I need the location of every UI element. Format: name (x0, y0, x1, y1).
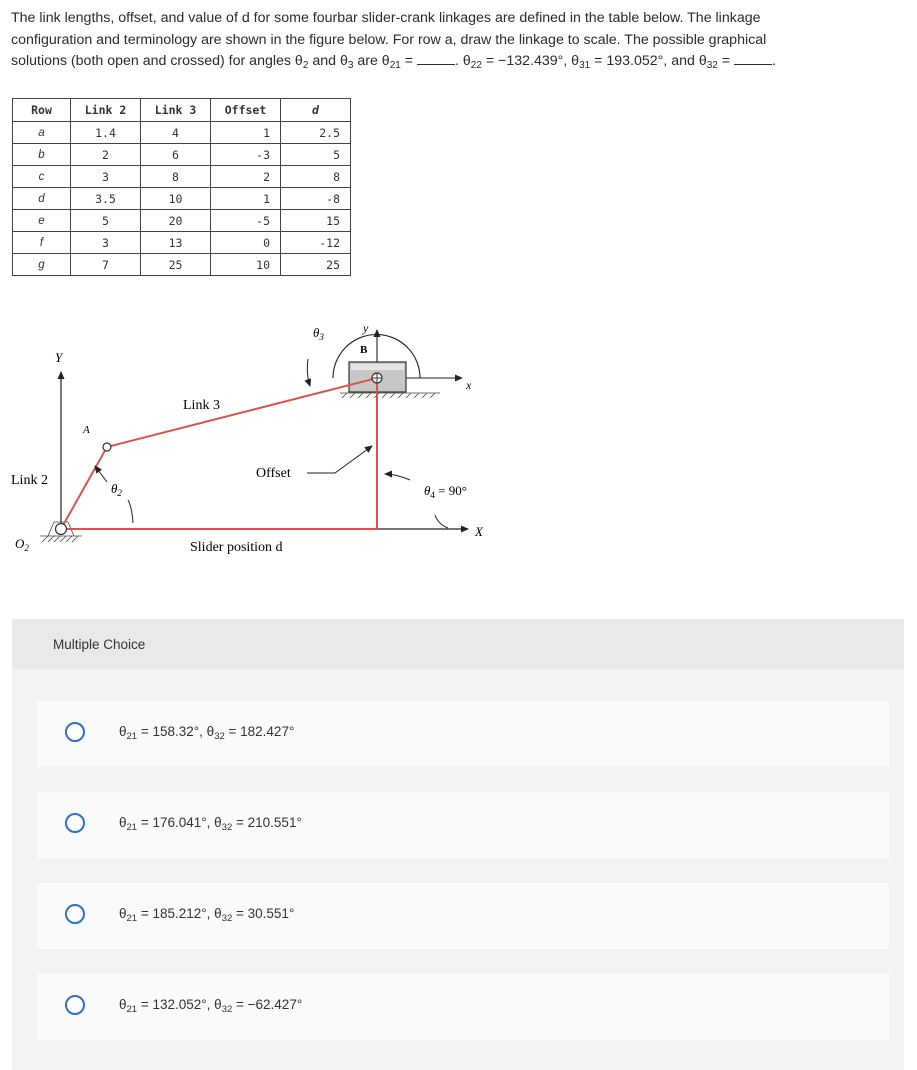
choice-option-4[interactable] (37, 974, 889, 1040)
multiple-choice-header (12, 619, 904, 669)
radio-button[interactable] (65, 813, 85, 833)
cell: 13 (141, 232, 211, 254)
cell: 8 (141, 166, 211, 188)
local-x-label: x (466, 378, 472, 392)
link-3 (107, 378, 377, 447)
choice-option-2[interactable] (37, 792, 889, 858)
cell: 1 (211, 122, 281, 144)
table-row (13, 210, 351, 232)
choice-text: $\theta_{21} = 176.041^\circ$, $\theta_{32} = 210.551^\circ$ (119, 815, 302, 833)
question-line-2: configuration and terminology are shown in the figure below. For row a, draw the linkage to scale. The possible graphical (11, 31, 767, 48)
theta3-label: $\theta_3$ (313, 325, 324, 342)
cell: 2 (211, 166, 281, 188)
cell: 20 (141, 210, 211, 232)
o2-label: $O_2$ (15, 536, 29, 553)
cell: 1.4 (71, 122, 141, 144)
multiple-choice-panel (12, 619, 904, 1070)
column-header: Offset (211, 99, 281, 122)
table-header-row (13, 99, 351, 122)
cell: 8 (281, 166, 351, 188)
cell: 25 (281, 254, 351, 276)
slider-crank-figure (0, 300, 917, 565)
question-line-1: The link lengths, offset, and value of d for some fourbar slider-crank linkages are defined in the table below. The linkage (11, 10, 761, 26)
choice-text: $\theta_{21} = 185.212^\circ$, $\theta_{32} = 30.551^\circ$ (119, 906, 295, 924)
cell: e (13, 210, 71, 232)
theta4-label: $\theta_4 = 90^\circ$ (424, 483, 467, 500)
cell: 3 (71, 232, 141, 254)
x-axis-label: X (475, 524, 483, 539)
cell: 7 (71, 254, 141, 276)
multiple-choice-title: Multiple Choice (53, 637, 146, 652)
choice-text: $\theta_{21} = 132.052^\circ$, $\theta_{32} = -62.427^\circ$ (119, 997, 303, 1015)
cell: f (13, 232, 71, 254)
cell: a (13, 122, 71, 144)
cell: c (13, 166, 71, 188)
cell: -8 (281, 188, 351, 210)
point-b-label: B (360, 344, 368, 356)
radio-button[interactable] (65, 722, 85, 742)
cell: -12 (281, 232, 351, 254)
ground-hatch-slider (340, 393, 440, 398)
cell: 2.5 (281, 122, 351, 144)
column-header: Row (13, 99, 71, 122)
theta4-arc (435, 515, 448, 528)
cell: 5 (281, 144, 351, 166)
cell: 10 (141, 188, 211, 210)
cell: -3 (211, 144, 281, 166)
cell: 0 (211, 232, 281, 254)
table-row (13, 166, 351, 188)
table-row (13, 144, 351, 166)
cell: d (13, 188, 71, 210)
pivot-o2 (56, 524, 67, 535)
cell: 25 (141, 254, 211, 276)
answer-blank-1 (417, 51, 455, 65)
question-text (11, 8, 906, 73)
local-y-label: y (363, 321, 369, 335)
cell: 3.5 (71, 188, 141, 210)
choice-option-3[interactable] (37, 883, 889, 949)
answer-blank-2 (734, 51, 772, 65)
linkage-table (12, 98, 351, 276)
choice-text: $\theta_{21} = 158.32^\circ$, $\theta_{32} = 182.427^\circ$ (119, 724, 295, 742)
cell: 5 (71, 210, 141, 232)
slider-position-label: Slider position d (190, 540, 283, 555)
pivot-a (103, 443, 111, 451)
table-row (13, 122, 351, 144)
cell: 3 (71, 166, 141, 188)
radio-button[interactable] (65, 904, 85, 924)
cell: 10 (211, 254, 281, 276)
cell: 4 (141, 122, 211, 144)
choice-option-1[interactable] (37, 701, 889, 767)
link-2-label: Link 2 (11, 473, 48, 488)
table-row (13, 254, 351, 276)
cell: b (13, 144, 71, 166)
theta2-arc (128, 500, 133, 523)
cell: 2 (71, 144, 141, 166)
column-header: Link 3 (141, 99, 211, 122)
cell: g (13, 254, 71, 276)
cell: 1 (211, 188, 281, 210)
theta2-label: $\theta_2$ (111, 481, 122, 498)
table-row (13, 188, 351, 210)
point-a-label: A (83, 424, 90, 436)
radio-button[interactable] (65, 995, 85, 1015)
cell: 6 (141, 144, 211, 166)
offset-label: Offset (256, 466, 291, 481)
link-3-label: Link 3 (183, 398, 220, 413)
column-header: Link 2 (71, 99, 141, 122)
cell: -5 (211, 210, 281, 232)
cell: 15 (281, 210, 351, 232)
question-line-3: solutions (both open and crossed) for angles $\theta_2$ and $\theta_3$ are $\theta_{21}$ = . $\theta_{22} = -132.439^\circ$, $\theta_{31} = 193.052^\circ$, and $\theta_{32}$ = . (11, 53, 776, 71)
column-header: d (281, 99, 351, 122)
link-2 (61, 447, 107, 529)
table-row (13, 232, 351, 254)
offset-leader (307, 446, 372, 473)
y-axis-label: Y (55, 350, 63, 365)
